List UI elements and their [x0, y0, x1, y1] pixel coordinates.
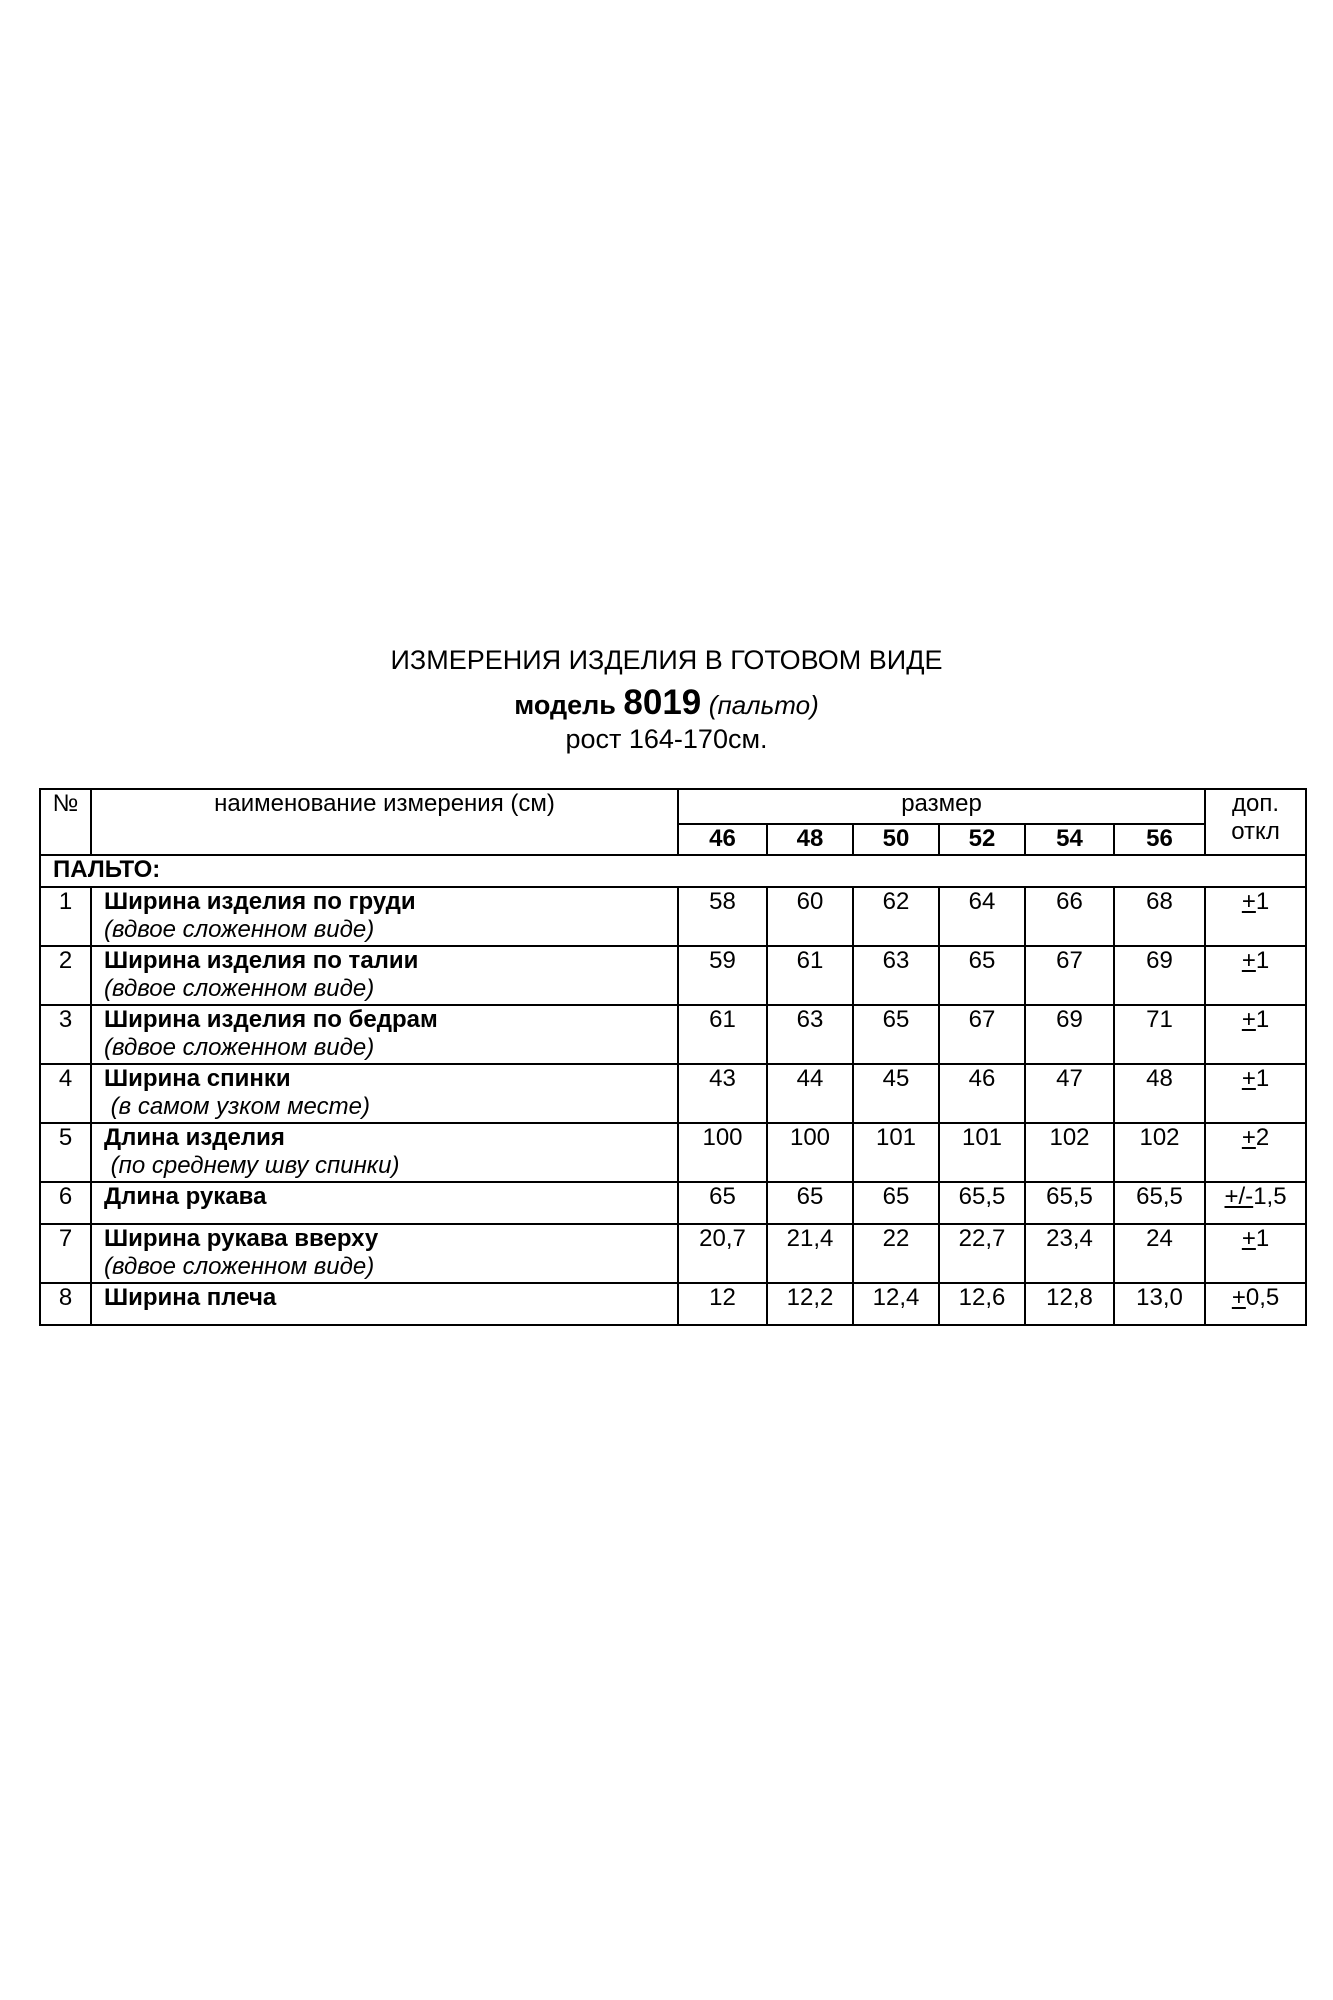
tolerance-sign: + — [1241, 1065, 1256, 1092]
size-header-56: 56 — [1114, 824, 1205, 855]
value-size-48: 60 — [767, 887, 853, 946]
value-size-48: 63 — [767, 1005, 853, 1064]
value-size-56: 68 — [1114, 887, 1205, 946]
value-size-48: 44 — [767, 1064, 853, 1123]
measurement-name: Ширина плеча — [104, 1284, 277, 1311]
tolerance-sign: + — [1231, 1284, 1246, 1311]
value-size-54: 67 — [1025, 946, 1114, 1005]
value-size-50: 22 — [853, 1224, 939, 1283]
height-range: рост 164-170см. — [565, 724, 768, 754]
value-size-54: 102 — [1025, 1123, 1114, 1182]
model-line — [0, 683, 1333, 723]
value-size-48: 61 — [767, 946, 853, 1005]
measurement-name: Ширина изделия по бедрам — [104, 1006, 438, 1033]
tolerance-header-line-1: доп. — [1232, 790, 1280, 817]
tolerance-header-line-2: откл — [1231, 818, 1280, 845]
measurement-name-cell — [91, 1005, 678, 1064]
tolerance-cell — [1205, 946, 1306, 1005]
col-size-header: размер — [678, 789, 1205, 824]
table-row — [40, 1224, 1306, 1283]
row-number: 1 — [40, 887, 91, 946]
value-size-56: 71 — [1114, 1005, 1205, 1064]
tolerance-sign: + — [1241, 1225, 1256, 1252]
measurement-name-cell — [91, 887, 678, 946]
value-size-48: 65 — [767, 1182, 853, 1224]
value-size-46: 61 — [678, 1005, 767, 1064]
table-row — [40, 1064, 1306, 1123]
value-size-48: 21,4 — [767, 1224, 853, 1283]
tolerance-sign: + — [1241, 1124, 1256, 1151]
measurement-name-cell — [91, 1283, 678, 1325]
value-size-54: 12,8 — [1025, 1283, 1114, 1325]
measurement-name: Длина рукава — [104, 1183, 267, 1210]
table-row — [40, 887, 1306, 946]
document-title: ИЗМЕРЕНИЯ ИЗДЕЛИЯ В ГОТОВОМ ВИДЕ — [390, 645, 943, 675]
model-label: модель — [514, 690, 616, 720]
size-header-52: 52 — [939, 824, 1025, 855]
col-name-header: наименование измерения (см) — [91, 789, 678, 855]
value-size-56: 24 — [1114, 1224, 1205, 1283]
size-header-48: 48 — [767, 824, 853, 855]
value-size-52: 64 — [939, 887, 1025, 946]
tolerance-cell — [1205, 1064, 1306, 1123]
tolerance-cell — [1205, 1224, 1306, 1283]
value-size-52: 12,6 — [939, 1283, 1025, 1325]
size-header-54: 54 — [1025, 824, 1114, 855]
table-row — [40, 1182, 1306, 1224]
tolerance-value: 1,5 — [1253, 1183, 1287, 1210]
measurement-name: Ширина рукава вверху — [104, 1225, 379, 1252]
header-row-1 — [40, 789, 1306, 824]
value-size-50: 12,4 — [853, 1283, 939, 1325]
measurement-name: Длина изделия — [104, 1124, 285, 1151]
tolerance-cell — [1205, 1005, 1306, 1064]
value-size-50: 62 — [853, 887, 939, 946]
tolerance-value: 1 — [1255, 888, 1270, 915]
table-row — [40, 946, 1306, 1005]
table-row — [40, 1283, 1306, 1325]
table-row — [40, 1123, 1306, 1182]
measurement-name-cell — [91, 1224, 678, 1283]
tolerance-cell — [1205, 1283, 1306, 1325]
value-size-54: 66 — [1025, 887, 1114, 946]
value-size-46: 65 — [678, 1182, 767, 1224]
tolerance-cell — [1205, 1123, 1306, 1182]
value-size-52: 65,5 — [939, 1182, 1025, 1224]
tolerance-sign: +/- — [1224, 1183, 1254, 1210]
value-size-50: 65 — [853, 1005, 939, 1064]
model-type: (пальто) — [708, 690, 819, 720]
value-size-46: 100 — [678, 1123, 767, 1182]
value-size-54: 47 — [1025, 1064, 1114, 1123]
value-size-56: 13,0 — [1114, 1283, 1205, 1325]
value-size-56: 69 — [1114, 946, 1205, 1005]
measurement-note: (в самом узком месте) — [104, 1093, 370, 1120]
value-size-50: 63 — [853, 946, 939, 1005]
measurement-name: Ширина изделия по груди — [104, 888, 416, 915]
section-label: ПАЛЬТО: — [40, 855, 1306, 887]
tolerance-value: 1 — [1255, 1006, 1270, 1033]
tolerance-sign: + — [1241, 947, 1256, 974]
value-size-52: 22,7 — [939, 1224, 1025, 1283]
row-number: 7 — [40, 1224, 91, 1283]
value-size-48: 100 — [767, 1123, 853, 1182]
value-size-54: 69 — [1025, 1005, 1114, 1064]
measurement-name-cell — [91, 1182, 678, 1224]
value-size-50: 101 — [853, 1123, 939, 1182]
tolerance-sign: + — [1241, 1006, 1256, 1033]
tolerance-value: 1 — [1255, 1065, 1270, 1092]
row-number: 6 — [40, 1182, 91, 1224]
value-size-52: 65 — [939, 946, 1025, 1005]
row-number: 4 — [40, 1064, 91, 1123]
measurement-note: (вдвое сложенном виде) — [104, 916, 375, 943]
measurement-table — [39, 788, 1307, 1326]
tolerance-cell — [1205, 1182, 1306, 1224]
row-number: 5 — [40, 1123, 91, 1182]
table-row — [40, 1005, 1306, 1064]
value-size-46: 12 — [678, 1283, 767, 1325]
measurement-name-cell — [91, 1123, 678, 1182]
value-size-46: 59 — [678, 946, 767, 1005]
tolerance-sign: + — [1241, 888, 1256, 915]
row-number: 2 — [40, 946, 91, 1005]
size-header-46: 46 — [678, 824, 767, 855]
tolerance-value: 2 — [1255, 1124, 1270, 1151]
value-size-50: 65 — [853, 1182, 939, 1224]
measurement-name: Ширина спинки — [104, 1065, 291, 1092]
value-size-54: 65,5 — [1025, 1182, 1114, 1224]
section-row — [40, 855, 1306, 887]
measurement-note: (вдвое сложенном виде) — [104, 1253, 375, 1280]
value-size-56: 102 — [1114, 1123, 1205, 1182]
value-size-52: 46 — [939, 1064, 1025, 1123]
col-tolerance-header — [1205, 789, 1306, 855]
tolerance-value: 1 — [1255, 1225, 1270, 1252]
measurement-name-cell — [91, 946, 678, 1005]
size-header-50: 50 — [853, 824, 939, 855]
value-size-50: 45 — [853, 1064, 939, 1123]
value-size-56: 48 — [1114, 1064, 1205, 1123]
tolerance-value: 1 — [1255, 947, 1270, 974]
col-no-header: № — [40, 789, 91, 855]
measurement-note: (по среднему шву спинки) — [104, 1152, 400, 1179]
value-size-52: 101 — [939, 1123, 1025, 1182]
value-size-46: 43 — [678, 1064, 767, 1123]
tolerance-value: 0,5 — [1245, 1284, 1280, 1311]
model-number: 8019 — [623, 683, 702, 722]
measurement-table-body — [40, 789, 1306, 1325]
measurement-name: Ширина изделия по талии — [104, 947, 419, 974]
row-number: 3 — [40, 1005, 91, 1064]
measurement-note: (вдвое сложенном виде) — [104, 975, 375, 1002]
measurement-name-cell — [91, 1064, 678, 1123]
measurement-note: (вдвое сложенном виде) — [104, 1034, 375, 1061]
value-size-52: 67 — [939, 1005, 1025, 1064]
value-size-46: 58 — [678, 887, 767, 946]
value-size-56: 65,5 — [1114, 1182, 1205, 1224]
value-size-46: 20,7 — [678, 1224, 767, 1283]
row-number: 8 — [40, 1283, 91, 1325]
value-size-48: 12,2 — [767, 1283, 853, 1325]
value-size-54: 23,4 — [1025, 1224, 1114, 1283]
tolerance-cell — [1205, 887, 1306, 946]
